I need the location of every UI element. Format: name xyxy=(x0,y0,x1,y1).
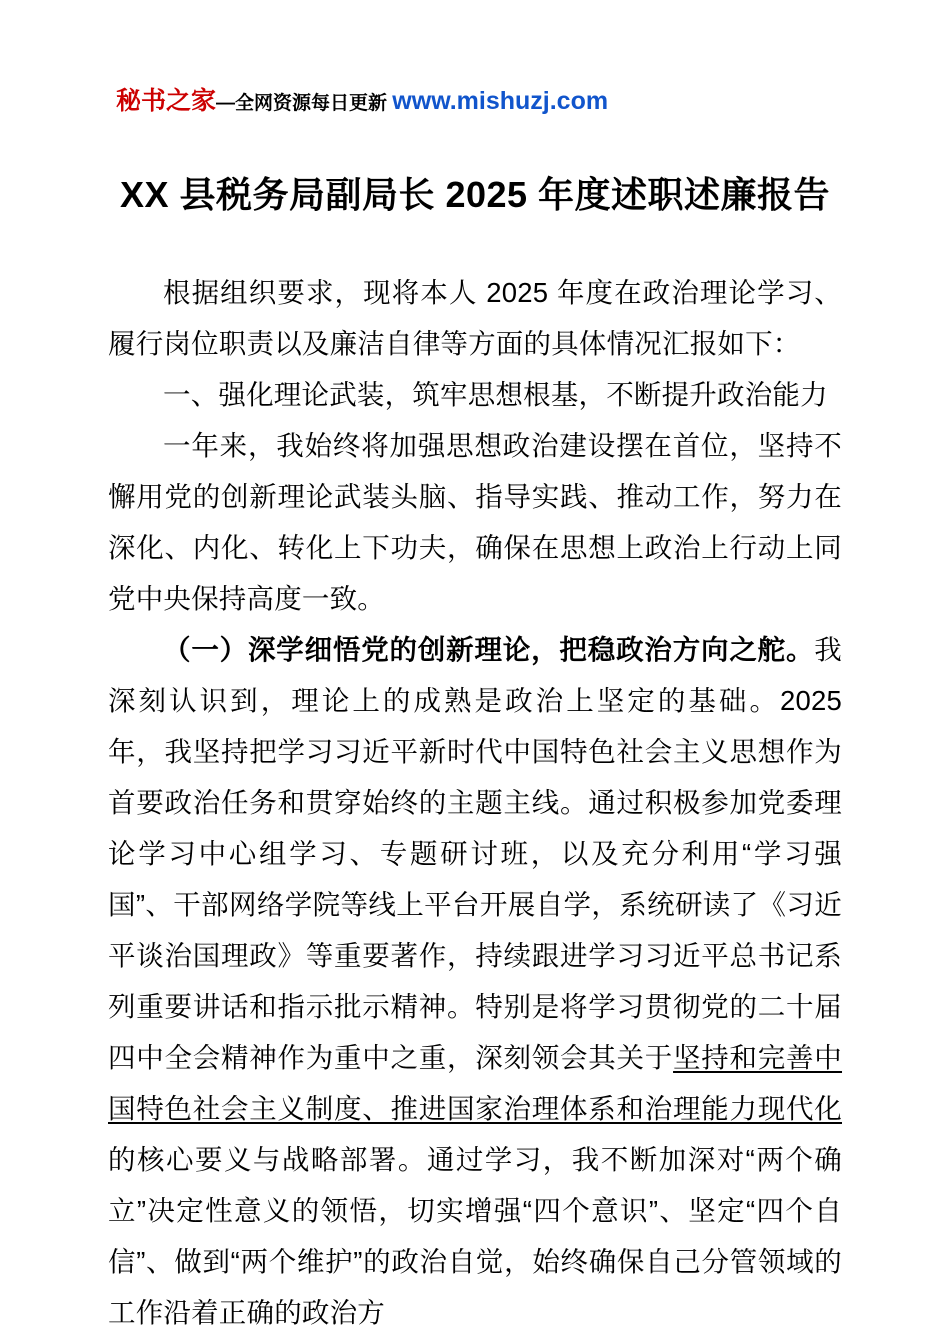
paragraph-subsection-one xyxy=(108,624,842,1338)
watermark-brand: 秘书之家 xyxy=(116,87,217,115)
subsection-body-underlined: 坚持和完善中国特色社会主义制度、推进国家治理体系和治理能力现代化 xyxy=(108,1041,843,1124)
subsection-body-part-one: 我深刻认识到，理论上的成熟是政治上坚定的基础。2025 年，我坚持把学习习近平新时代中国特色社会主义思想作为首要政治任务和贯穿始终的主题主线。通过积极参加党委理论学习中心组学习、专题研讨班，以及充分利用“学习强国”、干部网络学院等线上平台开展自学，系统研读了《习近平谈治国理政》等重要著作，持续跟进学习习近平总书记系列重要讲话和指示批示精神。特别是将学习贯彻党的二十届四中全会精神作为重中之重，深刻领会其关于 xyxy=(108,633,842,1073)
paragraph-section-one-lead: 一年来，我始终将加强思想政治建设摆在首位，坚持不懈用党的创新理论武装头脑、指导实践、推动工作，努力在深化、内化、转化上下功夫，确保在思想上政治上行动上同党中央保持高度一致。 xyxy=(108,429,842,614)
watermark-url[interactable]: www.mishuzj.com xyxy=(392,87,609,115)
watermark-tagline: —全网资源每日更新 xyxy=(216,93,393,114)
document-title: XX 县税务局副局长 2025 年度述职述廉报告 xyxy=(119,174,831,215)
subsection-body-part-two: 的核心要义与战略部署。通过学习，我不断加深对“两个确立”决定性意义的领悟，切实增强“四个意识”、坚定“四个自信”、做到“两个维护”的政治自觉，始终确保自己分管领域的工作沿着正确的政治方 xyxy=(108,1143,842,1328)
site-watermark xyxy=(116,86,842,116)
subsection-heading-label: （一）深学细悟党的创新理论，把稳政治方向之舵。 xyxy=(163,633,815,665)
section-heading-one: 一、强化理论武装，筑牢思想根基，不断提升政治能力 xyxy=(163,378,828,410)
paragraph-intro: 根据组织要求，现将本人 2025 年度在政治理论学习、履行岗位职责以及廉洁自律等方面的具体情况汇报如下： xyxy=(108,276,842,359)
